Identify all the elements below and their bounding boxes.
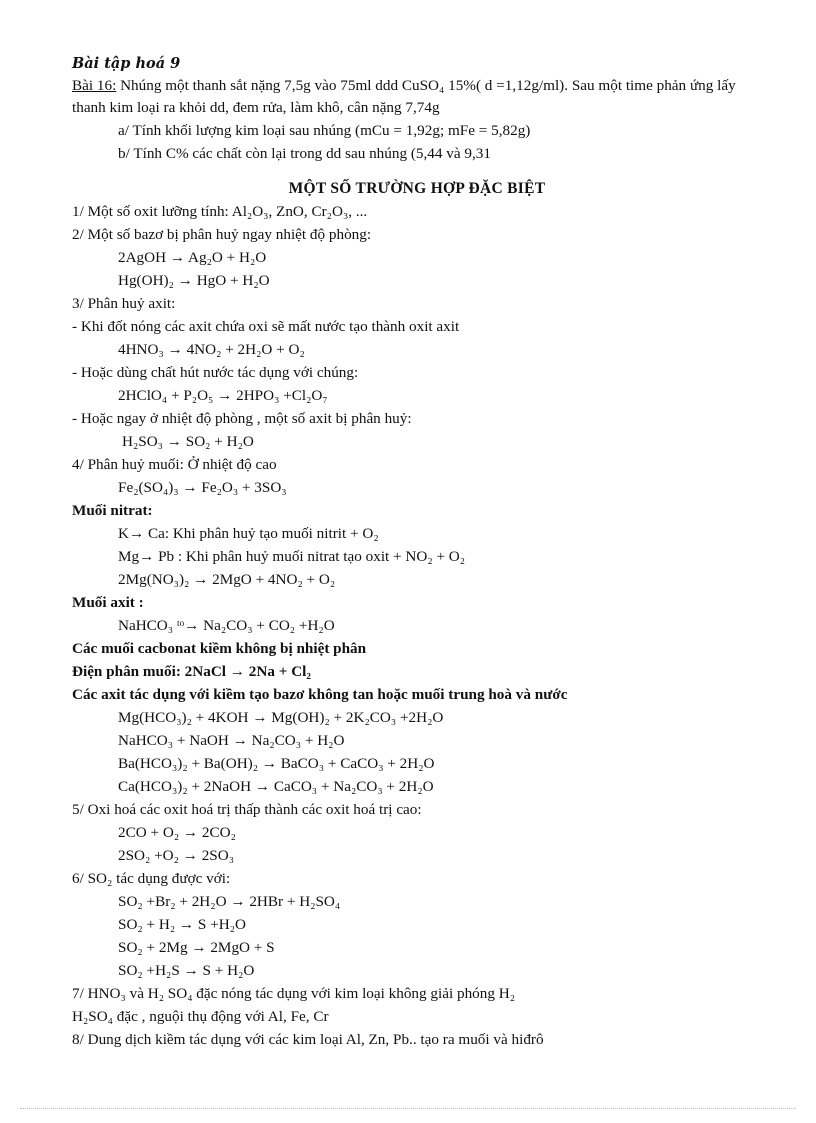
content-line: NaHCO₃ ᵗᵒ→ Na₂CO₃ + CO₂ +H₂O — [118, 617, 335, 634]
content-line: 8/ Dung dịch kiềm tác dụng với các kim loại Al, Zn, Pb.. tạo ra muối và hiđrô — [72, 1031, 544, 1048]
content-line: 1/ Một số oxit lưỡng tính: Al₂O₃, ZnO, Cr₂O₃, ... — [72, 203, 368, 220]
page-bottom-divider — [20, 1108, 796, 1109]
content-line: 5/ Oxi hoá các oxit hoá trị thấp thành các oxit hoá trị cao: — [72, 801, 422, 818]
content-line: Muối axit : — [72, 594, 144, 611]
page-header: Bài tập hoá 9 — [72, 55, 181, 72]
exercise-part-a: a/ Tính khối lượng kim loại sau nhúng (mCu = 1,92g; mFe = 5,82g) — [118, 122, 531, 139]
content-line: Ca(HCO₃)₂ + 2NaOH → CaCO₃ + Na₂CO₃ + 2H₂O — [118, 778, 434, 795]
content-line: Fe₂(SO₄)₃ → Fe₂O₃ + 3SO₃ — [118, 479, 287, 496]
content-line: - Hoặc dùng chất hút nước tác dụng với chúng: — [72, 364, 359, 381]
content-line: 4/ Phân huỷ muối: Ở nhiệt độ cao — [72, 456, 277, 473]
content-line: Muối nitrat: — [72, 502, 153, 519]
content-line: 2HClO₄ + P₂O₅ → 2HPO₃ +Cl₂O₇ — [118, 387, 328, 404]
content-lines — [72, 200, 762, 1051]
content-line: Các axit tác dụng với kiềm tạo bazơ không tan hoặc muối trung hoà và nước — [72, 686, 568, 703]
document-page — [72, 52, 762, 1051]
content-line: - Khi đốt nóng các axit chứa oxi sẽ mất nước tạo thành oxit axit — [72, 318, 460, 335]
content-line: Mg(HCO₃)₂ + 4KOH → Mg(OH)₂ + 2K₂CO₃ +2H₂O — [118, 709, 444, 726]
content-line: Mg→ Pb : Khi phân huỷ muối nitrat tạo oxit + NO₂ + O₂ — [118, 548, 466, 565]
content-line: 4HNO₃ → 4NO₂ + 2H₂O + O₂ — [118, 341, 305, 358]
content-line: Hg(OH)₂ → HgO + H₂O — [118, 272, 270, 289]
section-title: MỘT SỐ TRƯỜNG HỢP ĐẶC BIỆT — [288, 180, 546, 197]
content-line: 2CO + O₂ → 2CO₂ — [118, 824, 236, 841]
content-line: SO₂ +H₂S → S + H₂O — [118, 962, 255, 979]
exercise-part-b: b/ Tính C% các chất còn lại trong dd sau nhúng (5,44 và 9,31 — [118, 145, 491, 162]
content-line: 7/ HNO₃ và H₂ SO₄ đặc nóng tác dụng với kim loại không giải phóng H₂ — [72, 985, 516, 1002]
content-line: SO₂ +Br₂ + 2H₂O → 2HBr + H₂SO₄ — [118, 893, 341, 910]
content-line: 2Mg(NO₃)₂ → 2MgO + 4NO₂ + O₂ — [118, 571, 336, 588]
content-line: 6/ SO₂ tác dụng được với: — [72, 870, 231, 887]
content-line: 2SO₂ +O₂ → 2SO₃ — [118, 847, 235, 864]
content-line: SO₂ + H₂ → S +H₂O — [118, 916, 246, 933]
content-line: NaHCO₃ + NaOH → Na₂CO₃ + H₂O — [118, 732, 345, 749]
content-line: - Hoặc ngay ở nhiệt độ phòng , một số axit bị phân huỷ: — [72, 410, 412, 427]
content-line: Ba(HCO₃)₂ + Ba(OH)₂ → BaCO₃ + CaCO₃ + 2H₂O — [118, 755, 435, 772]
exercise-paragraph — [72, 75, 762, 119]
exercise-label: Bài 16: — [72, 77, 117, 94]
content-line: K→ Ca: Khi phân huỷ tạo muối nitrit + O₂ — [118, 525, 379, 542]
content-line: 2AgOH → Ag₂O + H₂O — [118, 249, 267, 266]
content-line: H₂SO₃ → SO₂ + H₂O — [122, 433, 254, 450]
content-line: 2/ Một số bazơ bị phân huỷ ngay nhiệt độ phòng: — [72, 226, 372, 243]
content-line: Điện phân muối: 2NaCl → 2Na + Cl₂ — [72, 663, 311, 680]
content-line: SO₂ + 2Mg → 2MgO + S — [118, 939, 275, 956]
content-line: 3/ Phân huỷ axit: — [72, 295, 176, 312]
content-line: Các muối cacbonat kiềm không bị nhiệt phân — [72, 640, 367, 657]
content-line: H₂SO₄ đặc , nguội thụ động với Al, Fe, Cr — [72, 1008, 329, 1025]
exercise-text: Nhúng một thanh sắt nặng 7,5g vào 75ml ddd CuSO₄ 15%( d =1,12g/ml). Sau một time phản ứng lấy thanh kim loại ra khỏi dd, đem rửa, làm khô, cân nặng 7,74g — [72, 77, 736, 116]
